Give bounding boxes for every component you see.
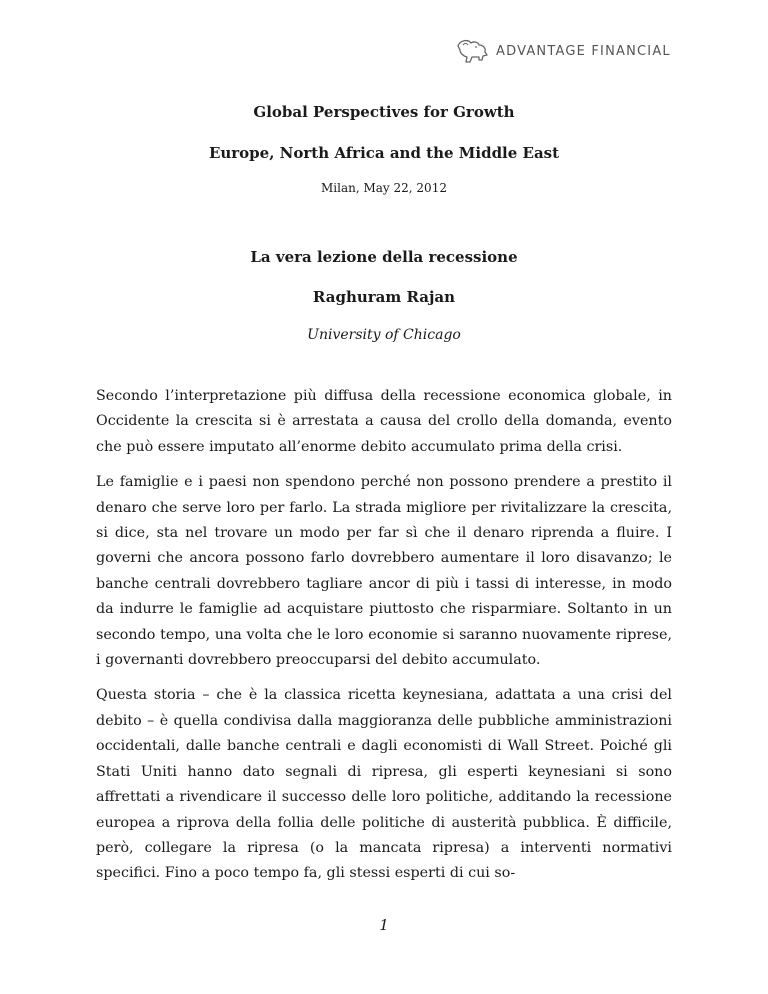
brand-name: ADVANTAGE FINANCIAL xyxy=(496,43,671,59)
author-institution: University of Chicago xyxy=(307,327,461,343)
paragraph-1: Secondo l’interpretazione più diffusa della recessione economica globale, in Occidente la crescita si è arrestata a causa del crollo della domanda, evento che può essere imputato all’enorme debito accumulato prima della crisi. xyxy=(96,388,672,455)
brand-logo xyxy=(454,36,671,66)
lion-logo-icon xyxy=(454,36,490,66)
lecture-title: La vera lezione della recessione xyxy=(250,248,518,266)
conference-title: Global Perspectives for Growth xyxy=(253,103,515,121)
place-date: Milan, May 22, 2012 xyxy=(321,181,447,195)
paragraph-3: Questa storia – che è la classica ricetta keynesiana, adattata a una crisi del debito – è quella condivisa dalla maggioranza delle pubbliche amministrazioni occidentali, dalle banche centrali e dagli economisti di Wall Street. Poiché gli Stati Uniti hanno dato segnali di ripresa, gli esperti keynesiani si sono affrettati a rivendicare il successo delle loro politiche, additando la recessione europea a riprova della follia delle politiche di austerità pubblica. È difficile, però, collegare la ripresa (o la mancata ripresa) a interventi normativi specifici. Fino a poco tempo fa, gli stessi esperti di cui so- xyxy=(96,687,672,882)
paragraph-2: Le famiglie e i paesi non spendono perché non possono prendere a prestito il denaro che serve loro per farlo. La strada migliore per rivitalizzare la crescita, si dice, sta nel trovare un modo per far sì che il denaro riprenda a fluire. I governi che ancora possono farlo dovrebbero aumentare il loro disavanzo; le banche centrali dovrebbero tagliare ancor di più i tassi di interesse, in modo da indurre le famiglie ad acquistare piuttosto che risparmiare. Soltanto in un secondo tempo, una volta che le loro economie si saranno nuovamente riprese, i governanti dovrebbero preoccuparsi del debito accumulato. xyxy=(96,474,672,669)
body-text xyxy=(96,384,672,897)
conference-subtitle: Europe, North Africa and the Middle East xyxy=(208,144,560,162)
page-number: 1 xyxy=(379,916,389,934)
author-name: Raghuram Rajan xyxy=(312,288,456,306)
